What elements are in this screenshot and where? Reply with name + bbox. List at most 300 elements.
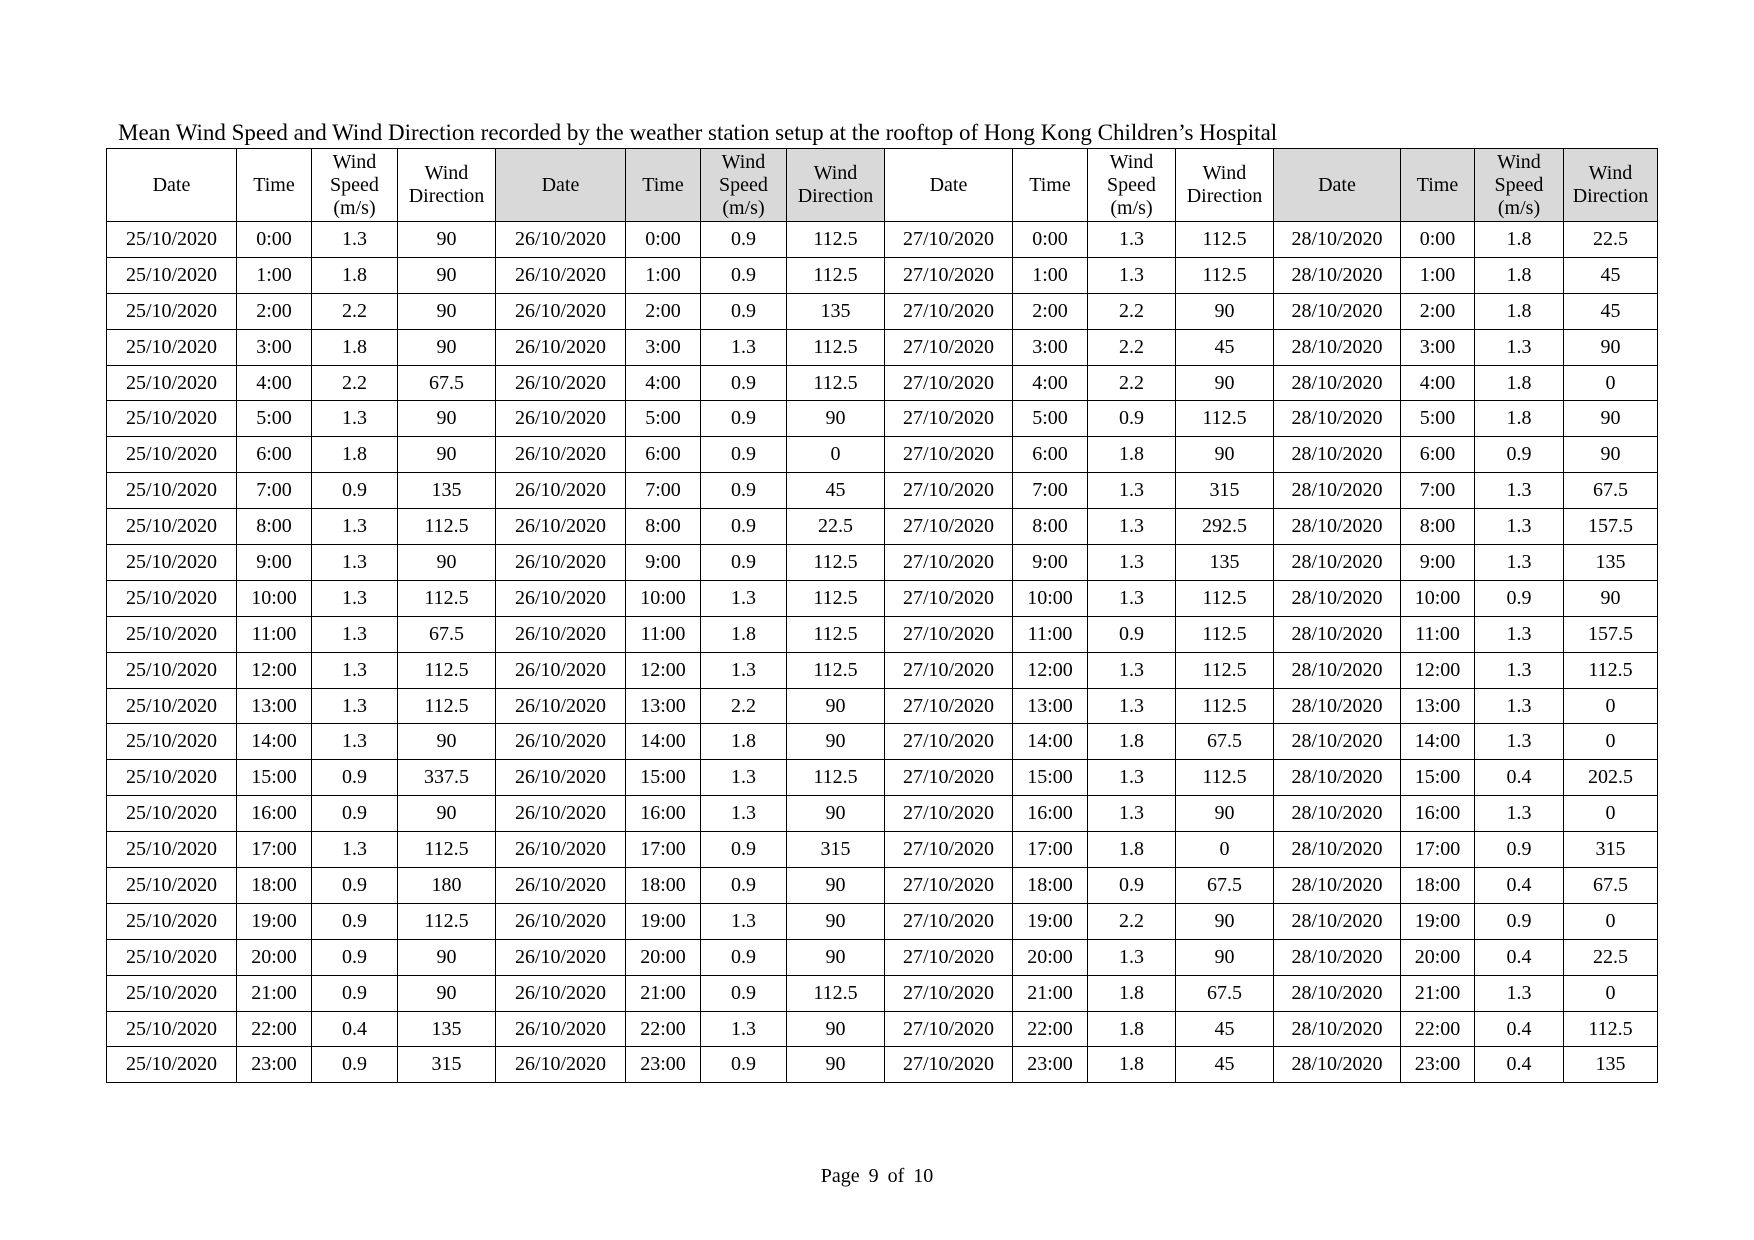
date-cell: 25/10/2020 (107, 975, 237, 1011)
page-number: Page 9 of 10 (820, 1165, 934, 1187)
wind-direction-cell: 90 (398, 401, 496, 437)
date-cell: 25/10/2020 (107, 545, 237, 581)
wind-direction-cell: 90 (1176, 437, 1274, 473)
time-cell: 16:00 (626, 796, 701, 832)
time-cell: 6:00 (626, 437, 701, 473)
date-cell: 27/10/2020 (885, 832, 1013, 868)
table-row (107, 832, 1658, 868)
time-cell: 19:00 (626, 903, 701, 939)
wind-direction-cell: 90 (787, 1011, 885, 1047)
time-cell: 12:00 (1401, 652, 1475, 688)
time-cell: 3:00 (626, 329, 701, 365)
wind-direction-cell: 112.5 (787, 222, 885, 258)
time-cell: 3:00 (1013, 329, 1088, 365)
wind-data-table (106, 148, 1658, 1083)
wind-speed-cell: 0.9 (312, 975, 398, 1011)
wind-direction-cell: 112.5 (1176, 401, 1274, 437)
time-cell: 6:00 (1401, 437, 1475, 473)
time-cell: 9:00 (1401, 545, 1475, 581)
date-cell: 28/10/2020 (1274, 509, 1401, 545)
date-cell: 26/10/2020 (496, 616, 626, 652)
header-date: Date (1274, 149, 1401, 222)
wind-speed-cell: 2.2 (312, 365, 398, 401)
wind-direction-cell: 135 (787, 293, 885, 329)
time-cell: 1:00 (1013, 257, 1088, 293)
date-cell: 28/10/2020 (1274, 832, 1401, 868)
date-cell: 28/10/2020 (1274, 975, 1401, 1011)
time-cell: 12:00 (1013, 652, 1088, 688)
wind-direction-cell: 90 (398, 796, 496, 832)
wind-speed-cell: 1.3 (312, 401, 398, 437)
wind-direction-cell: 90 (787, 401, 885, 437)
date-cell: 28/10/2020 (1274, 222, 1401, 258)
date-cell: 26/10/2020 (496, 832, 626, 868)
table-row (107, 580, 1658, 616)
table-row (107, 365, 1658, 401)
wind-direction-cell: 112.5 (787, 580, 885, 616)
date-cell: 26/10/2020 (496, 545, 626, 581)
wind-speed-cell: 0.9 (701, 1047, 787, 1083)
wind-direction-cell: 22.5 (1564, 939, 1658, 975)
wind-speed-cell: 1.3 (312, 724, 398, 760)
wind-direction-cell: 112.5 (787, 365, 885, 401)
time-cell: 12:00 (626, 652, 701, 688)
date-cell: 28/10/2020 (1274, 616, 1401, 652)
date-cell: 25/10/2020 (107, 939, 237, 975)
date-cell: 27/10/2020 (885, 329, 1013, 365)
wind-speed-cell: 0.9 (701, 293, 787, 329)
wind-speed-cell: 0.9 (312, 473, 398, 509)
wind-speed-cell: 1.8 (1088, 832, 1176, 868)
wind-speed-cell: 1.3 (1475, 688, 1564, 724)
date-cell: 25/10/2020 (107, 365, 237, 401)
header-date: Date (496, 149, 626, 222)
wind-direction-cell: 157.5 (1564, 509, 1658, 545)
wind-speed-cell: 2.2 (312, 293, 398, 329)
wind-direction-cell: 90 (398, 257, 496, 293)
date-cell: 27/10/2020 (885, 760, 1013, 796)
wind-speed-cell: 2.2 (1088, 293, 1176, 329)
time-cell: 15:00 (1401, 760, 1475, 796)
table-row (107, 401, 1658, 437)
time-cell: 11:00 (626, 616, 701, 652)
time-cell: 22:00 (626, 1011, 701, 1047)
date-cell: 26/10/2020 (496, 975, 626, 1011)
header-row (107, 149, 1658, 222)
time-cell: 20:00 (237, 939, 312, 975)
date-cell: 25/10/2020 (107, 688, 237, 724)
time-cell: 13:00 (237, 688, 312, 724)
date-cell: 25/10/2020 (107, 1047, 237, 1083)
date-cell: 26/10/2020 (496, 903, 626, 939)
wind-direction-cell: 112.5 (787, 545, 885, 581)
date-cell: 25/10/2020 (107, 509, 237, 545)
time-cell: 11:00 (1401, 616, 1475, 652)
time-cell: 18:00 (237, 868, 312, 904)
header-wind-speed: Wind Speed (m/s) (1475, 149, 1564, 222)
date-cell: 25/10/2020 (107, 903, 237, 939)
time-cell: 0:00 (626, 222, 701, 258)
time-cell: 21:00 (1013, 975, 1088, 1011)
wind-speed-cell: 1.3 (1475, 975, 1564, 1011)
wind-speed-cell: 1.3 (1088, 545, 1176, 581)
table-row (107, 329, 1658, 365)
time-cell: 8:00 (626, 509, 701, 545)
table-body (107, 222, 1658, 1083)
date-cell: 27/10/2020 (885, 509, 1013, 545)
wind-direction-cell: 112.5 (1176, 652, 1274, 688)
date-cell: 26/10/2020 (496, 437, 626, 473)
time-cell: 10:00 (626, 580, 701, 616)
wind-speed-cell: 1.3 (1088, 688, 1176, 724)
table-caption: Mean Wind Speed and Wind Direction recorded by the weather station setup at the rooftop of Hong Kong Children’s Hospital (118, 120, 1278, 145)
wind-speed-cell: 1.3 (1088, 509, 1176, 545)
time-cell: 5:00 (626, 401, 701, 437)
wind-speed-cell: 1.3 (312, 832, 398, 868)
wind-direction-cell: 90 (1564, 580, 1658, 616)
wind-direction-cell: 90 (1176, 939, 1274, 975)
wind-speed-cell: 1.3 (1475, 545, 1564, 581)
wind-direction-cell: 90 (787, 724, 885, 760)
time-cell: 4:00 (1013, 365, 1088, 401)
wind-speed-cell: 0.9 (1475, 437, 1564, 473)
date-cell: 26/10/2020 (496, 1011, 626, 1047)
time-cell: 9:00 (626, 545, 701, 581)
time-cell: 8:00 (237, 509, 312, 545)
time-cell: 13:00 (626, 688, 701, 724)
date-cell: 26/10/2020 (496, 365, 626, 401)
wind-direction-cell: 112.5 (1176, 257, 1274, 293)
wind-direction-cell: 315 (787, 832, 885, 868)
wind-direction-cell: 112.5 (398, 652, 496, 688)
wind-speed-cell: 0.9 (1088, 868, 1176, 904)
wind-direction-cell: 112.5 (1176, 580, 1274, 616)
time-cell: 5:00 (237, 401, 312, 437)
wind-speed-cell: 1.3 (312, 616, 398, 652)
date-cell: 27/10/2020 (885, 903, 1013, 939)
wind-direction-cell: 90 (787, 903, 885, 939)
date-cell: 26/10/2020 (496, 222, 626, 258)
table-row (107, 760, 1658, 796)
date-cell: 25/10/2020 (107, 1011, 237, 1047)
wind-speed-cell: 0.9 (312, 903, 398, 939)
wind-speed-cell: 1.3 (701, 796, 787, 832)
wind-speed-cell: 0.9 (701, 222, 787, 258)
date-cell: 26/10/2020 (496, 293, 626, 329)
date-cell: 28/10/2020 (1274, 1047, 1401, 1083)
date-cell: 28/10/2020 (1274, 365, 1401, 401)
wind-direction-cell: 22.5 (787, 509, 885, 545)
time-cell: 9:00 (1013, 545, 1088, 581)
wind-speed-cell: 1.8 (1475, 293, 1564, 329)
wind-direction-cell: 112.5 (1176, 688, 1274, 724)
wind-direction-cell: 112.5 (398, 903, 496, 939)
time-cell: 8:00 (1401, 509, 1475, 545)
wind-speed-cell: 1.3 (1088, 796, 1176, 832)
date-cell: 28/10/2020 (1274, 293, 1401, 329)
wind-speed-cell: 0.9 (701, 868, 787, 904)
date-cell: 25/10/2020 (107, 329, 237, 365)
date-cell: 28/10/2020 (1274, 545, 1401, 581)
wind-direction-cell: 112.5 (787, 257, 885, 293)
wind-speed-cell: 0.9 (701, 437, 787, 473)
header-wind-speed: Wind Speed (m/s) (701, 149, 787, 222)
table-row (107, 473, 1658, 509)
wind-speed-cell: 1.3 (1475, 724, 1564, 760)
time-cell: 21:00 (626, 975, 701, 1011)
date-cell: 25/10/2020 (107, 616, 237, 652)
time-cell: 0:00 (1401, 222, 1475, 258)
time-cell: 15:00 (1013, 760, 1088, 796)
table-row (107, 1047, 1658, 1083)
header-time: Time (237, 149, 312, 222)
time-cell: 2:00 (1013, 293, 1088, 329)
time-cell: 4:00 (237, 365, 312, 401)
wind-speed-cell: 1.8 (1475, 257, 1564, 293)
date-cell: 28/10/2020 (1274, 724, 1401, 760)
wind-speed-cell: 0.9 (1475, 580, 1564, 616)
time-cell: 23:00 (1013, 1047, 1088, 1083)
wind-direction-cell: 0 (1564, 796, 1658, 832)
date-cell: 26/10/2020 (496, 652, 626, 688)
time-cell: 7:00 (237, 473, 312, 509)
time-cell: 10:00 (237, 580, 312, 616)
wind-speed-cell: 0.9 (701, 975, 787, 1011)
date-cell: 28/10/2020 (1274, 760, 1401, 796)
wind-speed-cell: 1.3 (701, 580, 787, 616)
wind-direction-cell: 90 (398, 939, 496, 975)
time-cell: 4:00 (1401, 365, 1475, 401)
wind-speed-cell: 1.8 (701, 724, 787, 760)
time-cell: 22:00 (1401, 1011, 1475, 1047)
wind-speed-cell: 0.9 (701, 473, 787, 509)
date-cell: 26/10/2020 (496, 509, 626, 545)
date-cell: 27/10/2020 (885, 652, 1013, 688)
time-cell: 20:00 (1013, 939, 1088, 975)
wind-speed-cell: 1.8 (1088, 975, 1176, 1011)
table-row (107, 903, 1658, 939)
wind-direction-cell: 67.5 (1176, 724, 1274, 760)
time-cell: 20:00 (626, 939, 701, 975)
wind-direction-cell: 90 (787, 1047, 885, 1083)
date-cell: 26/10/2020 (496, 580, 626, 616)
date-cell: 27/10/2020 (885, 616, 1013, 652)
header-date: Date (885, 149, 1013, 222)
wind-speed-cell: 1.8 (1088, 724, 1176, 760)
wind-direction-cell: 90 (398, 437, 496, 473)
time-cell: 22:00 (1013, 1011, 1088, 1047)
wind-speed-cell: 1.8 (1088, 437, 1176, 473)
time-cell: 10:00 (1013, 580, 1088, 616)
wind-speed-cell: 0.9 (701, 939, 787, 975)
wind-direction-cell: 112.5 (787, 760, 885, 796)
date-cell: 26/10/2020 (496, 760, 626, 796)
wind-direction-cell: 90 (1176, 365, 1274, 401)
table-row (107, 1011, 1658, 1047)
time-cell: 15:00 (237, 760, 312, 796)
date-cell: 28/10/2020 (1274, 257, 1401, 293)
date-cell: 28/10/2020 (1274, 437, 1401, 473)
wind-direction-cell: 0 (1176, 832, 1274, 868)
time-cell: 2:00 (626, 293, 701, 329)
time-cell: 21:00 (237, 975, 312, 1011)
date-cell: 28/10/2020 (1274, 939, 1401, 975)
wind-direction-cell: 67.5 (1176, 868, 1274, 904)
date-cell: 28/10/2020 (1274, 401, 1401, 437)
date-cell: 27/10/2020 (885, 1011, 1013, 1047)
date-cell: 27/10/2020 (885, 222, 1013, 258)
time-cell: 3:00 (1401, 329, 1475, 365)
date-cell: 27/10/2020 (885, 939, 1013, 975)
time-cell: 4:00 (626, 365, 701, 401)
date-cell: 25/10/2020 (107, 580, 237, 616)
header-wind-direction: Wind Direction (787, 149, 885, 222)
wind-speed-cell: 1.3 (701, 329, 787, 365)
time-cell: 1:00 (1401, 257, 1475, 293)
time-cell: 10:00 (1401, 580, 1475, 616)
wind-direction-cell: 135 (398, 1011, 496, 1047)
wind-direction-cell: 45 (1176, 1011, 1274, 1047)
wind-speed-cell: 1.3 (1088, 760, 1176, 796)
table-row (107, 975, 1658, 1011)
wind-speed-cell: 0.9 (1088, 616, 1176, 652)
time-cell: 13:00 (1013, 688, 1088, 724)
wind-speed-cell: 0.4 (1475, 1047, 1564, 1083)
wind-direction-cell: 112.5 (398, 832, 496, 868)
date-cell: 27/10/2020 (885, 437, 1013, 473)
date-cell: 28/10/2020 (1274, 652, 1401, 688)
time-cell: 16:00 (1401, 796, 1475, 832)
date-cell: 25/10/2020 (107, 222, 237, 258)
date-cell: 25/10/2020 (107, 832, 237, 868)
wind-direction-cell: 315 (1176, 473, 1274, 509)
date-cell: 28/10/2020 (1274, 473, 1401, 509)
wind-speed-cell: 1.3 (1088, 580, 1176, 616)
wind-speed-cell: 0.9 (701, 509, 787, 545)
date-cell: 25/10/2020 (107, 437, 237, 473)
date-cell: 26/10/2020 (496, 329, 626, 365)
date-cell: 27/10/2020 (885, 580, 1013, 616)
wind-direction-cell: 90 (398, 724, 496, 760)
time-cell: 8:00 (1013, 509, 1088, 545)
date-cell: 25/10/2020 (107, 724, 237, 760)
time-cell: 16:00 (237, 796, 312, 832)
wind-speed-cell: 0.9 (312, 796, 398, 832)
date-cell: 28/10/2020 (1274, 796, 1401, 832)
header-time: Time (626, 149, 701, 222)
wind-speed-cell: 1.3 (312, 222, 398, 258)
time-cell: 23:00 (1401, 1047, 1475, 1083)
table-row (107, 437, 1658, 473)
wind-speed-cell: 1.3 (701, 1011, 787, 1047)
wind-speed-cell: 1.3 (701, 903, 787, 939)
wind-speed-cell: 0.4 (1475, 868, 1564, 904)
wind-direction-cell: 112.5 (1176, 222, 1274, 258)
date-cell: 25/10/2020 (107, 473, 237, 509)
date-cell: 27/10/2020 (885, 293, 1013, 329)
table-row (107, 509, 1658, 545)
time-cell: 14:00 (626, 724, 701, 760)
wind-speed-cell: 1.3 (312, 580, 398, 616)
date-cell: 27/10/2020 (885, 975, 1013, 1011)
date-cell: 25/10/2020 (107, 760, 237, 796)
wind-direction-cell: 90 (398, 293, 496, 329)
wind-direction-cell: 90 (1564, 437, 1658, 473)
time-cell: 19:00 (1401, 903, 1475, 939)
wind-speed-cell: 1.3 (312, 688, 398, 724)
wind-direction-cell: 337.5 (398, 760, 496, 796)
date-cell: 26/10/2020 (496, 401, 626, 437)
wind-direction-cell: 90 (1176, 293, 1274, 329)
date-cell: 27/10/2020 (885, 401, 1013, 437)
time-cell: 0:00 (237, 222, 312, 258)
header-date: Date (107, 149, 237, 222)
wind-speed-cell: 0.9 (701, 545, 787, 581)
wind-speed-cell: 0.4 (1475, 939, 1564, 975)
wind-speed-cell: 0.4 (1475, 1011, 1564, 1047)
wind-direction-cell: 0 (1564, 903, 1658, 939)
wind-direction-cell: 112.5 (1176, 760, 1274, 796)
header-wind-direction: Wind Direction (1176, 149, 1274, 222)
date-cell: 27/10/2020 (885, 724, 1013, 760)
date-cell: 25/10/2020 (107, 868, 237, 904)
wind-speed-cell: 1.8 (1475, 365, 1564, 401)
wind-speed-cell: 1.3 (312, 652, 398, 688)
wind-speed-cell: 1.3 (1475, 652, 1564, 688)
wind-speed-cell: 0.4 (312, 1011, 398, 1047)
date-cell: 25/10/2020 (107, 401, 237, 437)
wind-direction-cell: 135 (1176, 545, 1274, 581)
time-cell: 0:00 (1013, 222, 1088, 258)
wind-direction-cell: 112.5 (787, 616, 885, 652)
wind-direction-cell: 0 (1564, 365, 1658, 401)
wind-speed-cell: 1.8 (1475, 222, 1564, 258)
date-cell: 28/10/2020 (1274, 329, 1401, 365)
time-cell: 7:00 (626, 473, 701, 509)
wind-direction-cell: 45 (1176, 1047, 1274, 1083)
date-cell: 26/10/2020 (496, 688, 626, 724)
header-time: Time (1401, 149, 1475, 222)
wind-speed-cell: 1.3 (312, 545, 398, 581)
time-cell: 18:00 (1401, 868, 1475, 904)
wind-direction-cell: 90 (1176, 903, 1274, 939)
date-cell: 27/10/2020 (885, 688, 1013, 724)
wind-speed-cell: 2.2 (1088, 903, 1176, 939)
wind-direction-cell: 67.5 (398, 616, 496, 652)
wind-direction-cell: 90 (398, 329, 496, 365)
date-cell: 27/10/2020 (885, 257, 1013, 293)
date-cell: 28/10/2020 (1274, 1011, 1401, 1047)
wind-speed-cell: 1.8 (312, 329, 398, 365)
wind-direction-cell: 135 (1564, 1047, 1658, 1083)
wind-direction-cell: 0 (1564, 688, 1658, 724)
wind-speed-cell: 1.8 (1475, 401, 1564, 437)
wind-speed-cell: 1.3 (1088, 652, 1176, 688)
wind-speed-cell: 1.8 (1088, 1047, 1176, 1083)
date-cell: 27/10/2020 (885, 365, 1013, 401)
date-cell: 25/10/2020 (107, 257, 237, 293)
wind-direction-cell: 90 (1176, 796, 1274, 832)
table-row (107, 257, 1658, 293)
wind-direction-cell: 292.5 (1176, 509, 1274, 545)
wind-direction-cell: 112.5 (787, 975, 885, 1011)
time-cell: 13:00 (1401, 688, 1475, 724)
wind-direction-cell: 0 (1564, 724, 1658, 760)
date-cell: 28/10/2020 (1274, 868, 1401, 904)
date-cell: 26/10/2020 (496, 257, 626, 293)
time-cell: 6:00 (1013, 437, 1088, 473)
header-wind-direction: Wind Direction (398, 149, 496, 222)
